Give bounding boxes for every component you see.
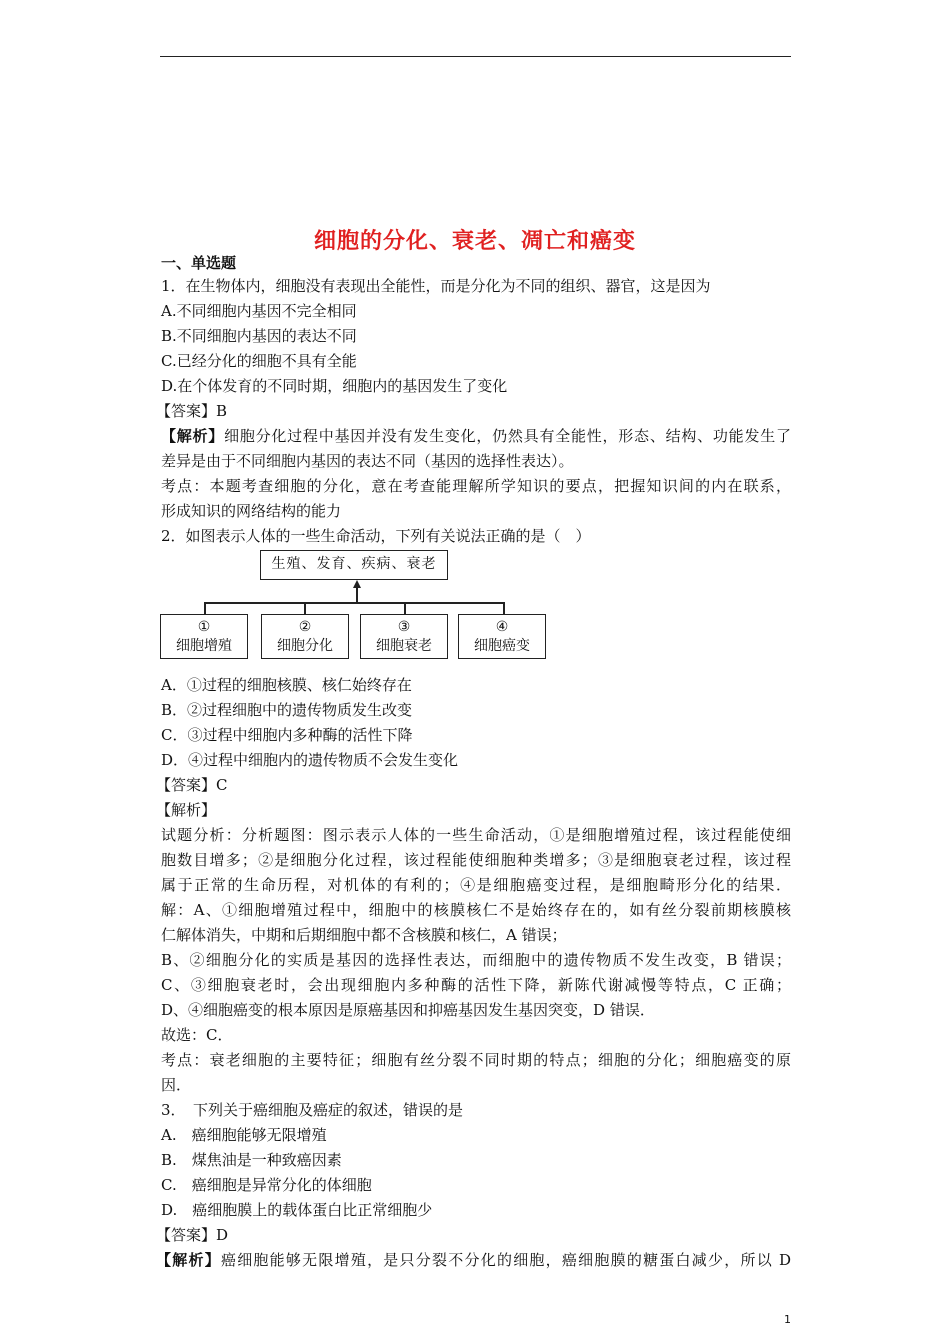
q2-option-c: C．③过程中细胞内多种酶的活性下降 bbox=[161, 726, 413, 744]
q2-analysis-line: 仁解体消失，中期和后期细胞中都不含核膜和核仁，A 错误； bbox=[161, 926, 567, 944]
header-rule bbox=[160, 56, 791, 57]
q3-analysis-label: 【解析】 bbox=[156, 1251, 221, 1269]
diagram-connector bbox=[503, 602, 505, 614]
q2-answer: 【答案】C bbox=[156, 776, 228, 794]
q2-option-b: B．②过程细胞中的遗传物质发生改变 bbox=[161, 701, 413, 719]
q2-analysis-line: 属于正常的生命历程，对机体的有利的；④是细胞癌变过程，是细胞畸形分化的结果． bbox=[161, 876, 791, 894]
q3-answer: 【答案】D bbox=[156, 1226, 229, 1244]
q3-option-d: D. 癌细胞膜上的载体蛋白比正常细胞少 bbox=[161, 1201, 433, 1219]
q1-option-d: D.在个体发育的不同时期，细胞内的基因发生了变化 bbox=[161, 377, 508, 395]
diagram-connector bbox=[356, 587, 358, 603]
q1-kaodian-line: 形成知识的网络结构的能力 bbox=[161, 502, 342, 520]
q3-option-a: A. 癌细胞能够无限增殖 bbox=[161, 1126, 327, 1144]
diagram-box-cancer bbox=[458, 614, 546, 659]
box-number: ① bbox=[197, 619, 211, 635]
q2-analysis-line: 解：A、①细胞增殖过程中，细胞中的核膜核仁不是始终存在的，如有丝分裂前期核膜核 bbox=[161, 901, 791, 919]
q1-option-c: C.已经分化的细胞不具有全能 bbox=[161, 352, 357, 370]
page-number: 1 bbox=[784, 1313, 791, 1326]
q3-analysis-line: 【解析】癌细胞能够无限增殖，是只分裂不分化的细胞，癌细胞膜的糖蛋白减少，所以 D bbox=[156, 1251, 791, 1269]
box-label: 细胞癌变 bbox=[474, 638, 530, 654]
q2-kaodian-line: 考点：衰老细胞的主要特征；细胞有丝分裂不同时期的特点；细胞的分化；细胞癌变的原 bbox=[161, 1051, 791, 1069]
q3-option-c: C. 癌细胞是异常分化的体细胞 bbox=[161, 1176, 372, 1194]
diagram-connector bbox=[204, 602, 206, 614]
q1-option-a: A.不同细胞内基因不完全相同 bbox=[161, 302, 357, 320]
q2-analysis-label: 【解析】 bbox=[156, 801, 217, 819]
q2-kaodian-line: 因． bbox=[161, 1076, 192, 1094]
diagram-connector bbox=[204, 602, 504, 604]
box-number: ③ bbox=[397, 619, 411, 635]
diagram-box-aging bbox=[360, 614, 448, 659]
diagram-box-proliferation bbox=[160, 614, 248, 659]
q2-stem: 2．如图表示人体的一些生命活动，下列有关说法正确的是（ ） bbox=[161, 527, 591, 545]
box-label: 细胞增殖 bbox=[176, 638, 232, 654]
section-heading: 一、单选题 bbox=[161, 254, 237, 272]
diagram-box-differentiation bbox=[261, 614, 349, 659]
q2-analysis-line: 胞数目增多；②是细胞分化过程，该过程能使细胞种类增多；③是细胞衰老过程，该过程 bbox=[161, 851, 791, 869]
q2-analysis-line: 故选：C． bbox=[161, 1026, 233, 1044]
q2-option-d: D．④过程中细胞内的遗传物质不会发生变化 bbox=[161, 751, 459, 769]
q2-analysis-line: 试题分析：分析题图：图示表示人体的一些生命活动，①是细胞增殖过程，该过程能使细 bbox=[161, 826, 791, 844]
q1-option-b: B.不同细胞内基因的表达不同 bbox=[161, 327, 357, 345]
diagram-top-box: 生殖、发育、疾病、衰老 bbox=[260, 550, 448, 580]
q1-analysis-line: 差异是由于不同细胞内基因的表达不同（基因的选择性表达）。 bbox=[161, 452, 574, 470]
q1-analysis-line: 【解析】细胞分化过程中基因并没有发生变化，仍然具有全能性，形态、结构、功能发生了 bbox=[161, 427, 791, 445]
q3-stem: 3． 下列关于癌细胞及癌症的叙述，错误的是 bbox=[161, 1101, 464, 1119]
q1-stem: 1．在生物体内，细胞没有表现出全能性，而是分化为不同的组织、器官，这是因为 bbox=[161, 277, 711, 295]
box-number: ④ bbox=[495, 619, 509, 635]
page-title: 细胞的分化、衰老、凋亡和癌变 bbox=[313, 229, 636, 254]
q1-kaodian-line: 考点：本题考查细胞的分化，意在考查能理解所学知识的要点，把握知识间的内在联系， bbox=[161, 477, 791, 495]
diagram-connector bbox=[304, 602, 306, 614]
q2-analysis-line: D、④细胞癌变的根本原因是原癌基因和抑癌基因发生基因突变，D 错误． bbox=[161, 1001, 655, 1019]
q2-analysis-line: B、②细胞分化的实质是基因的选择性表达，而细胞中的遗传物质不发生改变，B 错误； bbox=[161, 951, 791, 969]
box-number: ② bbox=[298, 619, 312, 635]
diagram-connector bbox=[404, 602, 406, 614]
q3-option-b: B. 煤焦油是一种致癌因素 bbox=[161, 1151, 342, 1169]
q2-analysis-line: C、③细胞衰老时，会出现细胞内多种酶的活性下降，新陈代谢减慢等特点，C 正确； bbox=[161, 976, 791, 994]
q2-option-a: A．①过程的细胞核膜、核仁始终存在 bbox=[161, 676, 412, 694]
q1-analysis-label: 【解析】 bbox=[161, 427, 225, 445]
box-label: 细胞衰老 bbox=[376, 638, 432, 654]
q1-answer: 【答案】B bbox=[156, 402, 228, 420]
life-activities-diagram bbox=[160, 550, 552, 664]
box-label: 细胞分化 bbox=[277, 638, 333, 654]
